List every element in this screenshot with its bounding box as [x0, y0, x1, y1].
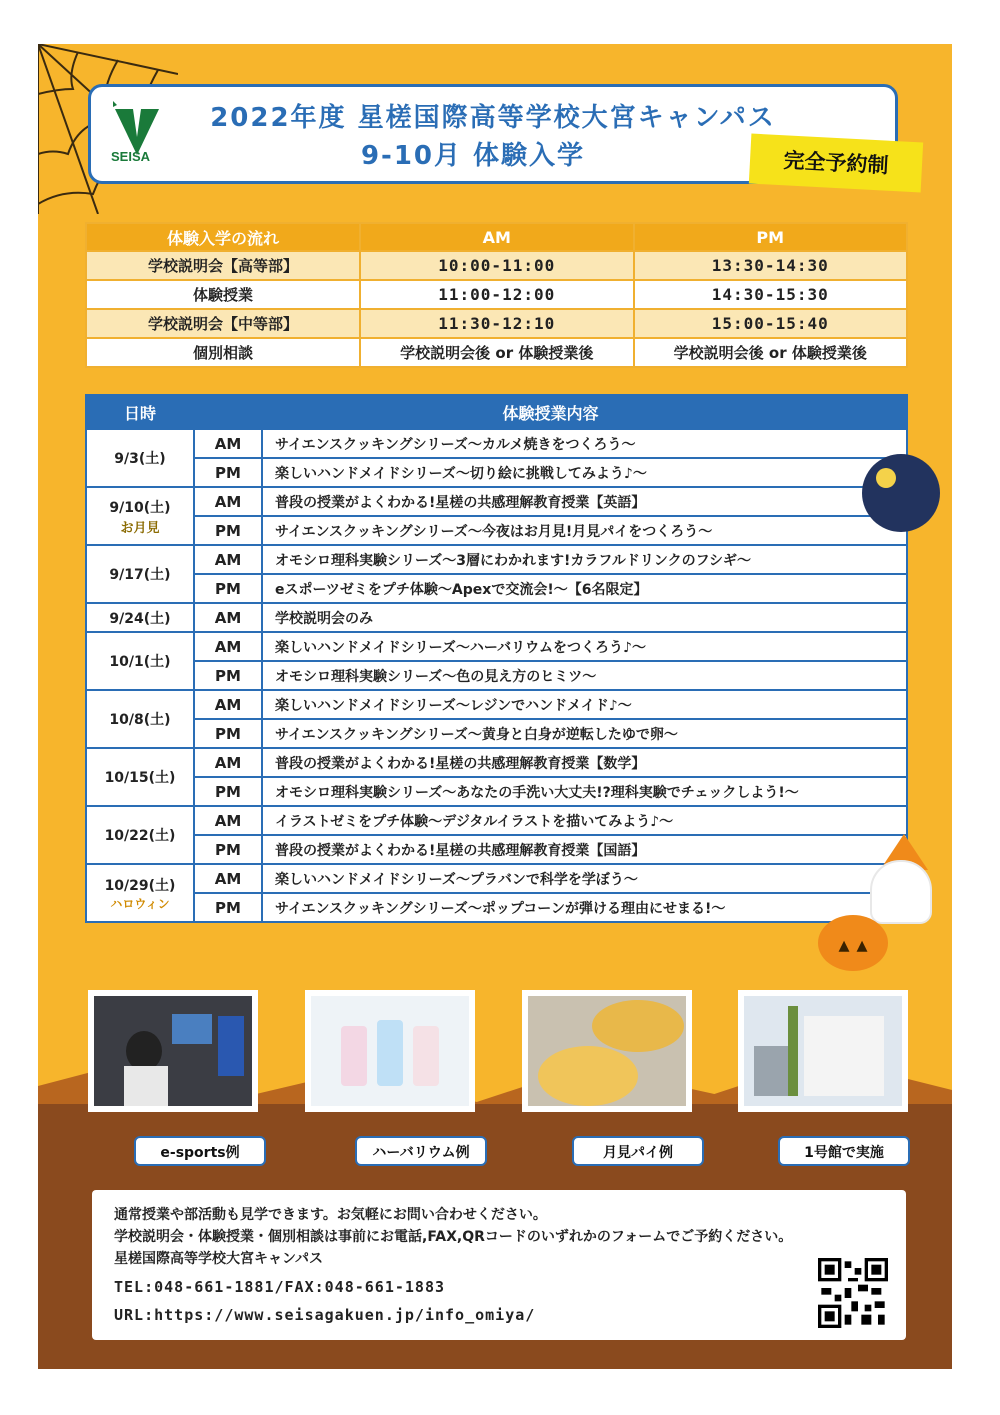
- table-row: [86, 835, 907, 864]
- caption-herbarium: ハーバリウム例: [355, 1136, 487, 1166]
- building-photo-icon: [744, 996, 902, 1106]
- schedule-date: 9/24(土): [86, 603, 194, 632]
- schedule-content: オモシロ理科実験シリーズ～色の見え方のヒミツ～: [262, 661, 907, 690]
- logo-text: SEISA: [111, 149, 151, 164]
- table-row: [86, 806, 907, 835]
- footer-school: 星槎国際高等学校大宮キャンパス: [114, 1251, 324, 1267]
- table-row: [86, 487, 907, 516]
- flow-label: 体験授業: [86, 280, 360, 309]
- schedule-slot: AM: [194, 632, 262, 661]
- schedule-slot: AM: [194, 748, 262, 777]
- table-row: [86, 603, 907, 632]
- flow-header-row: [86, 223, 907, 251]
- date-note: お月見: [120, 520, 160, 536]
- schedule-content: 普段の授業がよくわかる!星槎の共感理解教育授業【数学】: [262, 748, 907, 777]
- contact-box: [92, 1190, 906, 1340]
- schedule-content: eスポーツゼミをプチ体験～Apexで交流会!～【6名限定】: [262, 574, 907, 603]
- footer-tel: TEL:048-661-1881/FAX:048-661-1883: [114, 1278, 446, 1296]
- schedule-content: オモシロ理科実験シリーズ～3層にわかれます!カラフルドリンクのフシギ～: [262, 545, 907, 574]
- flow-am: 10:00-11:00: [360, 251, 634, 280]
- table-row: [86, 429, 907, 458]
- schedule-slot: PM: [194, 835, 262, 864]
- schedule-date: 9/17(土): [86, 545, 194, 603]
- schedule-content: オモシロ理科実験シリーズ～あなたの手洗い大丈夫!?理科実験でチェックしよう!～: [262, 777, 907, 806]
- schedule-content: サイエンスクッキングシリーズ～黄身と白身が逆転したゆで卵～: [262, 719, 907, 748]
- photo-esports: [88, 990, 258, 1112]
- schedule-header-content: 体験授業内容: [194, 395, 907, 429]
- schedule-slot: PM: [194, 516, 262, 545]
- schedule-slot: AM: [194, 603, 262, 632]
- schedule-table: [85, 394, 908, 923]
- schedule-content: 学校説明会のみ: [262, 603, 907, 632]
- caption-building: 1号館で実施: [778, 1136, 910, 1166]
- table-row: [86, 690, 907, 719]
- flow-label: 学校説明会【高等部】: [86, 251, 360, 280]
- table-row: [86, 458, 907, 487]
- schedule-date: 9/3(土): [86, 429, 194, 487]
- schedule-slot: PM: [194, 574, 262, 603]
- pumpkin-icon: ▴ ▴: [818, 915, 888, 971]
- flow-row: [86, 280, 907, 309]
- caption-esports: e-sports例: [134, 1136, 266, 1166]
- photo-moon-pie: [522, 990, 692, 1112]
- schedule-header-date: 日時: [86, 395, 194, 429]
- photo-building: [738, 990, 908, 1112]
- footer-line1: 通常授業や部活動も見学できます。お気軽にお問い合わせください。: [114, 1207, 547, 1223]
- table-row: [86, 893, 907, 922]
- table-row: [86, 545, 907, 574]
- schedule-slot: PM: [194, 893, 262, 922]
- flow-label: 学校説明会【中等部】: [86, 309, 360, 338]
- moon-pie-photo-icon: [528, 996, 686, 1106]
- schedule-content: 楽しいハンドメイドシリーズ～プラバンで科学を学ぼう～: [262, 864, 907, 893]
- esports-photo-icon: [94, 996, 252, 1106]
- table-row: [86, 516, 907, 545]
- schedule-date: 10/29(土) ハロウィン: [86, 864, 194, 922]
- flow-row: [86, 251, 907, 280]
- flow-header-label: 体験入学の流れ: [86, 223, 360, 251]
- table-row: [86, 632, 907, 661]
- caption-moon-pie: 月見パイ例: [572, 1136, 704, 1166]
- flow-header-pm: PM: [634, 223, 908, 251]
- flow-am: 11:00-12:00: [360, 280, 634, 309]
- schedule-date: 9/10(土) お月見: [86, 487, 194, 545]
- photo-herbarium: [305, 990, 475, 1112]
- flow-am: 11:30-12:10: [360, 309, 634, 338]
- schedule-content: 普段の授業がよくわかる!星槎の共感理解教育授業【英語】: [262, 487, 907, 516]
- schedule-date: 10/22(土): [86, 806, 194, 864]
- schedule-content: 普段の授業がよくわかる!星槎の共感理解教育授業【国語】: [262, 835, 907, 864]
- flow-pm: 13:30-14:30: [634, 251, 908, 280]
- schedule-content: サイエンスクッキングシリーズ～カルメ焼きをつくろう～: [262, 429, 907, 458]
- flow-pm: 14:30-15:30: [634, 280, 908, 309]
- schedule-content: 楽しいハンドメイドシリーズ～レジンでハンドメイド♪～: [262, 690, 907, 719]
- schedule-slot: PM: [194, 719, 262, 748]
- schedule-date: 10/8(土): [86, 690, 194, 748]
- schedule-header-row: [86, 395, 907, 429]
- footer-url[interactable]: URL:https://www.seisagakuen.jp/info_omiya/: [114, 1306, 536, 1324]
- schedule-content: サイエンスクッキングシリーズ～ポップコーンが弾ける理由にせまる!～: [262, 893, 907, 922]
- ghost-icon: [872, 862, 930, 922]
- schedule-slot: PM: [194, 661, 262, 690]
- flow-pm: 15:00-15:40: [634, 309, 908, 338]
- page-title: 2022年度 星槎国際高等学校大宮キャンパス: [210, 103, 776, 133]
- flow-row: [86, 338, 907, 367]
- flow-pm: 学校説明会後 or 体験授業後: [634, 338, 908, 367]
- schedule-slot: AM: [194, 690, 262, 719]
- table-row: [86, 748, 907, 777]
- schedule-slot: PM: [194, 777, 262, 806]
- schedule-slot: AM: [194, 806, 262, 835]
- schedule-slot: AM: [194, 864, 262, 893]
- herbarium-photo-icon: [311, 996, 469, 1106]
- qr-code-icon[interactable]: [818, 1258, 888, 1328]
- schedule-date: 10/1(土): [86, 632, 194, 690]
- schedule-slot: AM: [194, 487, 262, 516]
- table-row: [86, 661, 907, 690]
- reservation-badge: 完全予約制: [751, 136, 921, 191]
- schedule-date: 10/15(土): [86, 748, 194, 806]
- schedule-slot: AM: [194, 545, 262, 574]
- schedule-slot: PM: [194, 458, 262, 487]
- schedule-content: 楽しいハンドメイドシリーズ～切り絵に挑戦してみよう♪～: [262, 458, 907, 487]
- date-note: ハロウィン: [110, 896, 170, 911]
- table-row: [86, 864, 907, 893]
- moon-icon: [862, 454, 940, 532]
- flow-table: [85, 222, 908, 368]
- flow-am: 学校説明会後 or 体験授業後: [360, 338, 634, 367]
- schedule-slot: AM: [194, 429, 262, 458]
- schedule-content: 楽しいハンドメイドシリーズ～ハーバリウムをつくろう♪～: [262, 632, 907, 661]
- table-row: [86, 719, 907, 748]
- table-row: [86, 777, 907, 806]
- schedule-content: サイエンスクッキングシリーズ～今夜はお月見!月見パイをつくろう～: [262, 516, 907, 545]
- schedule-content: イラストゼミをプチ体験～デジタルイラストを描いてみよう♪～: [262, 806, 907, 835]
- flow-header-am: AM: [360, 223, 634, 251]
- page-subtitle: 9-10月 体験入学: [360, 141, 586, 171]
- table-row: [86, 574, 907, 603]
- flow-row: [86, 309, 907, 338]
- footer-line2: 学校説明会・体験授業・個別相談は事前にお電話,FAX,QRコードのいずれかのフォームでご予約ください。: [114, 1229, 793, 1245]
- flow-label: 個別相談: [86, 338, 360, 367]
